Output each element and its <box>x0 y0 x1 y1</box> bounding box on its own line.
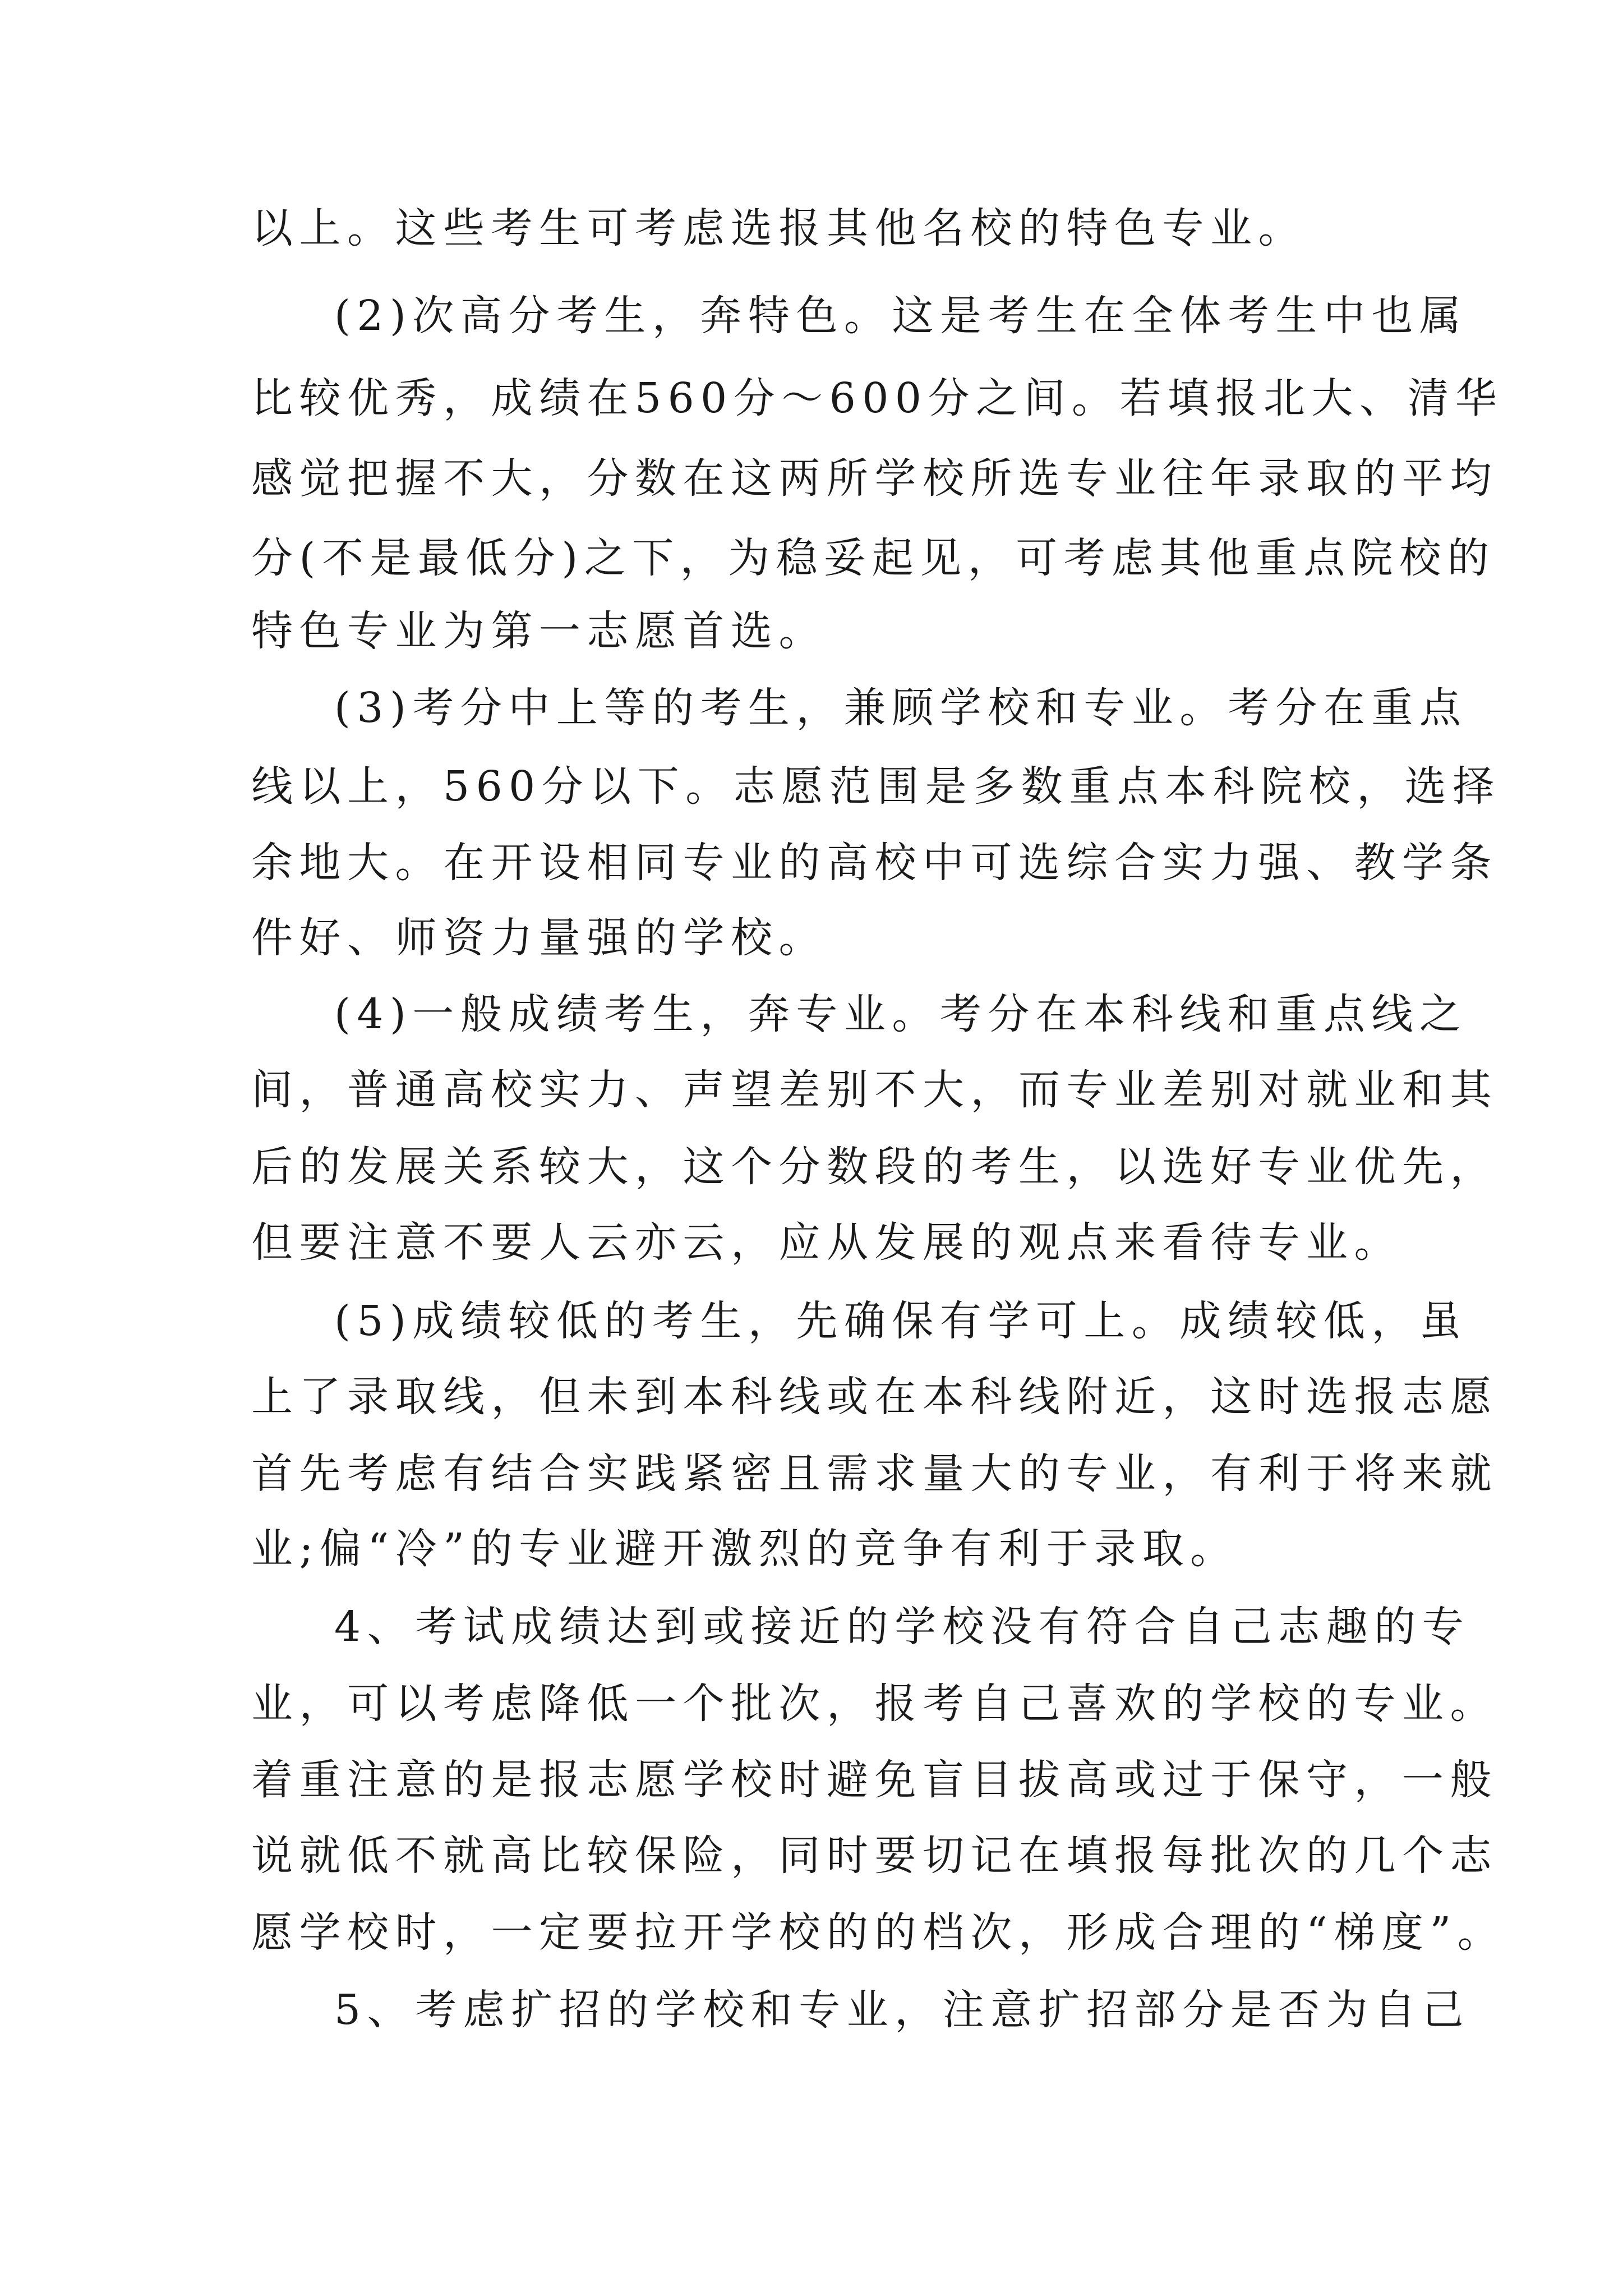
text-line: 余地大。在开设相同专业的高校中可选综合实力强、教学条 <box>251 839 1498 887</box>
text-line: 感觉把握不大，分数在这两所学校所选专业往年录取的平均 <box>251 454 1498 503</box>
text-line: 首先考虑有结合实践紧密且需求量大的专业，有利于将来就 <box>251 1450 1498 1498</box>
text-line: 线以上，560分以下。志愿范围是多数重点本科院校，选择 <box>251 762 1501 811</box>
text-line: (3)考分中上等的考生，兼顾学校和专业。考分在重点 <box>334 684 1468 732</box>
text-line: 业，可以考虑降低一个批次，报考自己喜欢的学校的专业。 <box>251 1680 1498 1728</box>
text-line: (2)次高分考生，奔特色。这是考生在全体考生中也属 <box>334 292 1468 340</box>
text-line: 比较优秀，成绩在560分～600分之间。若填报北大、清华 <box>251 374 1504 422</box>
text-line: (5)成绩较低的考生，先确保有学可上。成绩较低，虽 <box>334 1297 1468 1345</box>
text-line: 特色专业为第一志愿首选。 <box>251 607 827 655</box>
text-line: 5、考虑扩招的学校和专业，注意扩招部分是否为自己 <box>334 1986 1470 2034</box>
text-line: 后的发展关系较大，这个分数段的考生，以选好专业优先， <box>251 1143 1498 1191</box>
text-line: 上了录取线，但未到本科线或在本科线附近，这时选报志愿 <box>251 1373 1498 1421</box>
text-line: 着重注意的是报志愿学校时避免盲目拔高或过于保守，一般 <box>251 1756 1498 1804</box>
text-line: 说就低不就高比较保险，同时要切记在填报每批次的几个志 <box>251 1832 1498 1880</box>
text-line: 业;偏“冷”的专业避开激烈的竞争有利于录取。 <box>251 1525 1238 1573</box>
text-line: 但要注意不要人云亦云，应从发展的观点来看待专业。 <box>251 1218 1402 1267</box>
text-line: (4)一般成绩考生，奔专业。考分在本科线和重点线之 <box>334 990 1468 1038</box>
text-line: 分(不是最低分)之下，为稳妥起见，可考虑其他重点院校的 <box>251 534 1496 582</box>
text-line: 间，普通高校实力、声望差别不大，而专业差别对就业和其 <box>251 1066 1498 1114</box>
text-line: 以上。这些考生可考虑选报其他名校的特色专业。 <box>251 204 1306 252</box>
text-line: 愿学校时，一定要拉开学校的的档次，形成合理的“梯度”。 <box>251 1908 1506 1957</box>
text-line: 4、考试成绩达到或接近的学校没有符合自己志趣的专 <box>334 1603 1470 1651</box>
text-line: 件好、师资力量强的学校。 <box>251 914 827 962</box>
